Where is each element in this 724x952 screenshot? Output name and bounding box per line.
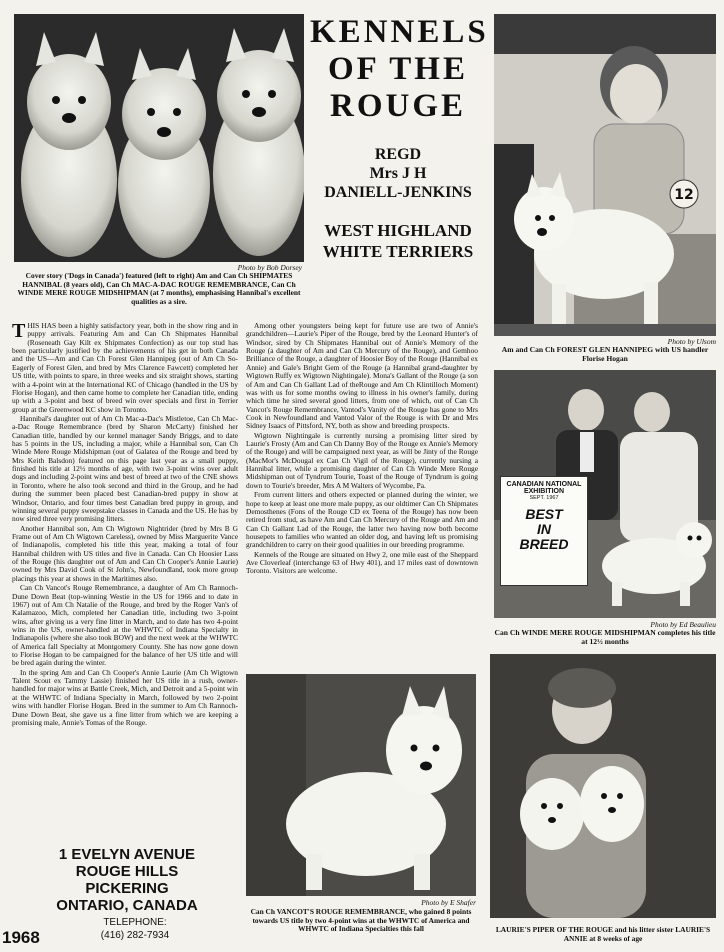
- kennel-address: [20, 846, 234, 914]
- cover-photo-credit: Photo by Bob Dorsey: [237, 263, 302, 272]
- breed-line-1: WEST HIGHLAND: [324, 221, 472, 240]
- address-line-3: PICKERING: [85, 880, 169, 897]
- vancot-photo-credit: Photo by E Shafer: [421, 898, 476, 907]
- cover-photo-caption: Cover story ('Dogs in Canada') featured (left to right) Am and Can Ch SHIPMATES HANNIBAL (8 years old), Can Ch MAC-A-DAC ROUGE REMEMBRANCE, Can Ch WINDE MERE ROUGE MIDSHIPMAN (at 7 months), emphasising Hannibal's excellent qualities as a sire.: [17, 271, 301, 306]
- owner-name-line2: DANIELL-JENKINS: [324, 184, 472, 201]
- sign-line-2: EXHIBITION: [523, 488, 565, 495]
- col1-paragraph-1: [12, 322, 238, 414]
- address-line-1: 1 EVELYN AVENUE: [58, 846, 196, 863]
- best-in-breed-sign: [500, 476, 588, 586]
- three-westies-illustration: [14, 14, 304, 262]
- telephone-block: [60, 916, 210, 942]
- title-line-2: OF THE: [328, 51, 468, 87]
- dropcap-letter: T: [12, 320, 26, 342]
- regd-label: REGD: [374, 146, 422, 163]
- title-line-1: KENNELS: [310, 14, 489, 50]
- vancot-photo: [246, 674, 476, 896]
- hannipeg-photo: [494, 14, 716, 336]
- breed-block: [310, 220, 486, 262]
- article-column-2: [246, 322, 478, 577]
- telephone-label: TELEPHONE:: [103, 917, 167, 928]
- midshipman-photo-credit: Photo by Ed Beaulieu: [650, 620, 716, 629]
- sign-best-2: IN: [537, 521, 551, 537]
- col1-paragraph-5: In the spring Am and Can Ch Cooper's Annie Laurie (Am Ch Wigtown Talent Scout ex Tammy Lassie) finished her US title in a rush, owner-handled for major wins at Battle Creek, Mich, and Detroit and a 5-point win at the WHWTC of Indiana Specialty in March, followed by two 2-point wins with handler Florise Hogan. Bred in the summer to Am Ch Rannoch-Dune Down Beat, she gave us a fine litter from which we are keeping a promising male, Annie's Tomas of the Rouge.: [12, 667, 238, 727]
- col1-paragraph-4: Can Ch Vancot's Rouge Remembrance, a daughter of Am Ch Rannoch-Dune Down Beat (top-winning Westie in the US for 1966 and to date in 1967) out of Am Ch Natalie of the Rouge, and bred by the Roger Van's of Kalamazoo, Mich, completed her Canadian title, including two 3-point wins, after giving us a very fine litter in March, and to date has two 4-point wins in the US, owner-handled at the WHWTC of Indiana Specialty in Indianapolis (where she also took BOW) and the next week at the WHWTC of America fall Specialty at Montgomery County. She has now gone down to Florise Hogan to be campaigned for the balance of her US title and will be bred again during the winter.: [12, 583, 238, 668]
- owner-name-line1: Mrs J H: [369, 165, 427, 182]
- col1-paragraph-3: Another Hannibal son, Am Ch Wigtown Nightrider (bred by Mrs B G Frame out of Am Ch Wigtown Careless), owned by Miss Marguerite Vance of Indianapolis, completed his title this year, making a total of four Hannibal children with US titles and five in Canada. Can Ch Hoosier Lass of the Rouge (his daughter out of Am and Can Ch Cooper's Annie Laurie) owned by Mrs David Cook of St John's, Newfoundland, took more group placings this year at shows in the Maritimes also.: [12, 523, 238, 583]
- westie-on-table-illustration: [246, 674, 476, 896]
- col2-paragraph-4: Kennels of the Rouge are situated on Hwy 2, one mile east of the Sheppard Ave Cloverleaf (interchange 63 of Hwy 401), and 17 miles east of downtown Toronto. Visitors are welcome.: [246, 549, 478, 576]
- cover-photo: [14, 14, 304, 262]
- col1-paragraph-1-text: HIS HAS been a highly satisfactory year, both in the show ring and in puppy arrivals. Featuring Am and Can Ch Shipmates Hannibal (Roseneath Gay Kilt ex Shipmates Confection) as our top stud has been particularly justified by the achievements of his get in both Canada and the US—Am and Can Ch Forest Glen Hannipeg (out of Am Ch So-Eagerly of Forest Glen, and bred by Mrs Clarence Fawcett) completed her US title, with points to spare, in three weeks and six straight shows, starting with a 4-point win at the International KC of Chicago (handled in the US by Florise Hogan), and then came home to complete her Canadian title, ending up with a 3-point and best of breed win over specials and first in Terrier group at the Greenwood KC show in Toronto.: [12, 321, 238, 414]
- article-column-1: [12, 322, 238, 728]
- midshipman-photo-caption: Can Ch WINDE MERE ROUGE MIDSHIPMAN completes his title at 12½ months: [494, 628, 716, 646]
- hannipeg-photo-credit: Photo by Ulsom: [667, 337, 716, 346]
- address-line-4: ONTARIO, CANADA: [56, 897, 198, 914]
- kennel-title-block: [310, 14, 489, 125]
- col2-paragraph-2: Wigtown Nightingale is currently nursing a promising litter sired by Laurie's Frosty (Am and Can Ch Danny Boy of the Rouge ex Annie's Memory of the Rouge) and will be campaigned next year, as will be Jinty of the Rouge (MacMor's McDougal ex Can Ch Vigil of the Rouge), currently nursing a Hannibal litter, while a promising daughter of Can Ch Winde Mere Rouge Midshipman out of Tyndrum Tourie, Toast of the Rouge of Tyndrum is going down to Tourie's breeder, Mrs A M Walters of Wycombe, Pa.: [246, 430, 478, 490]
- vancot-photo-caption: Can Ch VANCOT'S ROUGE REMEMBRANCE, who gained 8 points towards US title by two 4-point wins at the WHWTC of America and WHWTC of Indiana Specialties this fall: [250, 907, 472, 934]
- woman-with-puppies-illustration: [490, 654, 716, 918]
- armband-number: 12: [674, 187, 694, 203]
- col2-paragraph-3: From current litters and others expected or planned during the winter, we hope to keep at least one more male puppy, as our oldtimer Can Ch Shipmates Demosthenes (Fons of the Rouge CD ex Teena of the Rouge) has now been retired from stud, as have Am and Can Ch Mercury of the Rouge and Am and Can Ch Gallant Lad of the Rouge, the latter two having now both become housepets to families who wanted an older dog, and having left us promising grandchildren to carry on their good qualities in our breeding programme.: [246, 490, 478, 550]
- laurie-photo: [490, 654, 716, 918]
- owner-block: [310, 145, 486, 202]
- hannipeg-photo-caption: Am and Can Ch FOREST GLEN HANNIPEG with US handler Florise Hogan: [501, 345, 709, 363]
- sign-line-3: SEPT. 1967: [529, 495, 559, 501]
- handler-with-westie-illustration: [494, 14, 716, 336]
- address-line-2: ROUGE HILLS: [75, 863, 179, 880]
- laurie-photo-caption: LAURIE'S PIPER OF THE ROUGE and his litter sister LAURIE'S ANNIE at 8 weeks of age: [495, 925, 711, 943]
- breed-line-2: WHITE TERRIERS: [322, 242, 474, 261]
- telephone-number: (416) 282-7934: [100, 930, 170, 941]
- col1-paragraph-2: Hannibal's daughter out of Am Ch Mac-a-Dac's Mistletoe, Can Ch Mac-a-Dac Rouge Remembrance (bred by Sharon McCarty) finished her Canadian title, handled by our kennel manager Sandy Briggs, and to date has 5 points in the US, including a major, while a Hannibal son, Can Ch Winde Mere Rouge Midshipman (out of Galatea of the Rouge and bred by Mrs Keith Balsdon) featured on this page last year as a small puppy, finished his title at 12½ months of age, with two 3-point wins over adult dogs and including 2-point wins and best of breed at two of the CNE shows in Toronto, where he also took second and third in the Group, and he had during the summer been placed best Canadian-bred puppy in show at Windsor, Ontario, and four times best Canadian bred puppy in group, and winning several puppy sweepstake classes in Canada and the US. He has by now sired three very promising litters.: [12, 413, 238, 524]
- sign-best-3: BREED: [519, 536, 569, 552]
- sign-best-1: BEST: [525, 506, 563, 522]
- publication-year: 1968: [2, 928, 40, 947]
- sign-line-1: CANADIAN NATIONAL: [506, 481, 582, 488]
- title-line-3: ROUGE: [329, 88, 466, 124]
- col2-paragraph-1: Among other youngsters being kept for future use are two of Annie's grandchildren—Laurie's Piper of the Rouge, bred by the Leonard Hunter's of Windsor, sired by Ch Shipmates Hannibal out of Annie's Memory of the Rouge (a daughter of Am and Can Ch Mercury of the Rouge), and Gemhoo Brilliance of the Rouge, a daughter of Hoosier Boy of the Rouge (Hannibal ex Annie) and Gale's Bright Gem of the Rouge (a Hannibal grand-daughter by Wigtown Ruffy ex Wigtown Nightingale). Mona's Gallant of the Rouge (a son of Am and Can Ch Gallant Lad of theRouge and Am Ch Klintilloch Moment) was with us for some months owing to illness in his owner's family, during which time he sired several good litters, from one of which, out of Can Ch Vancot's Rouge Remembrance, Vantod's Vanity of the Rouge has gone to Mrs Cook in Newfoundland and Vantod Valor of the Rouge is with Dr and Mrs Sidney Isaacs of Pittsford, NY, both as show and breeding prospects.: [246, 321, 478, 431]
